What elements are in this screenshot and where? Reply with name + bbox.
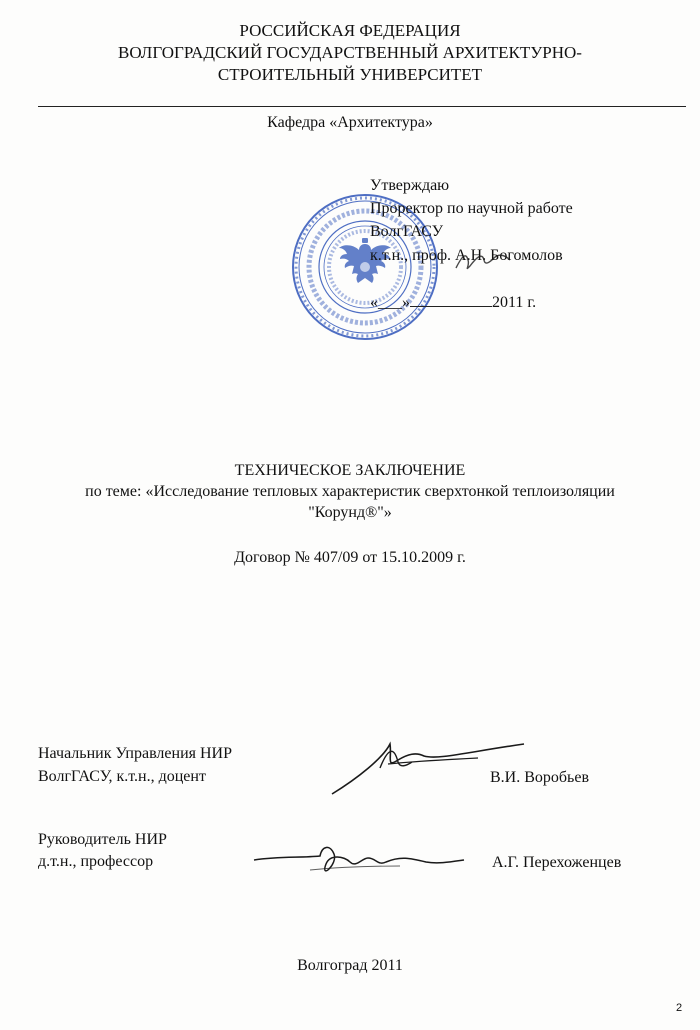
approval-signature	[450, 238, 530, 288]
approval-signer: к.т.н., проф. А.Н. Богомолов	[370, 247, 563, 264]
document-subject-line2: "Корунд®"»	[308, 504, 392, 521]
signatory-1-credentials: ВолгГАСУ, к.т.н., доцент	[38, 768, 206, 785]
signatory-1-name: В.И. Воробьев	[490, 769, 589, 786]
department-name: Кафедра «Архитектура»	[267, 114, 433, 131]
approval-title: Утверждаю	[370, 177, 450, 194]
signatory-2-credentials: д.т.н., профессор	[38, 853, 154, 870]
header-university-line2: СТРОИТЕЛЬНЫЙ УНИВЕРСИТЕТ	[217, 65, 483, 84]
document-title: ТЕХНИЧЕСКОЕ ЗАКЛЮЧЕНИЕ	[234, 462, 466, 479]
approval-date-year: 2011 г.	[492, 294, 537, 311]
approval-date-blank	[410, 292, 492, 307]
approval-date-day: «___»	[370, 294, 410, 311]
approval-organization: ВолгГАСУ	[370, 223, 444, 240]
header-country: РОССИЙСКАЯ ФЕДЕРАЦИЯ	[239, 21, 461, 40]
signatory-2-role: Руководитель НИР	[38, 831, 167, 848]
header-divider	[38, 106, 686, 107]
header-university-line1: ВОЛГОГРАДСКИЙ ГОСУДАРСТВЕННЫЙ АРХИТЕКТУРНО-	[118, 43, 582, 62]
page-number: 2	[676, 1002, 683, 1014]
approval-position: Проректор по научной работе	[370, 200, 573, 217]
document-subject-line1: по теме: «Исследование тепловых характеристик сверхтонкой теплоизоляции	[85, 483, 615, 500]
city-year: Волгоград 2011	[297, 957, 403, 974]
signatory-1-role: Начальник Управления НИР	[38, 745, 232, 762]
approval-date-line	[370, 292, 536, 313]
signatory-2-signature	[250, 836, 470, 886]
signatory-2-name: А.Г. Перехоженцев	[492, 854, 622, 871]
contract-reference: Договор № 407/09 от 15.10.2009 г.	[234, 549, 466, 566]
